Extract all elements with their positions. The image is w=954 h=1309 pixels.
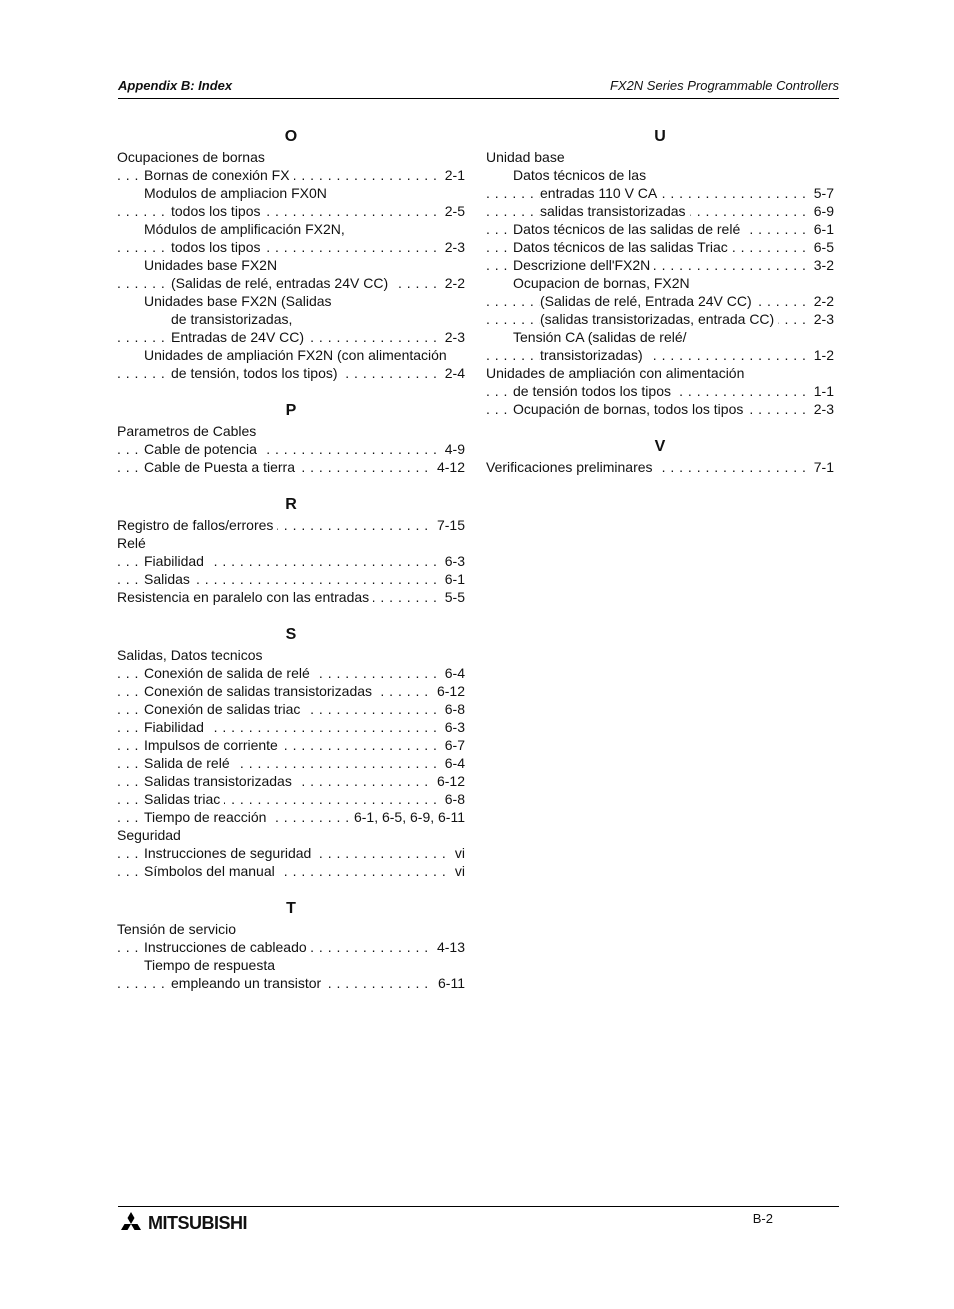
index-entry [117, 274, 465, 292]
entry-page: 4-13 [431, 938, 465, 956]
section-letter: V [654, 438, 666, 455]
entry-text: Tiempo de reacción [144, 809, 270, 825]
entry-page: 5-5 [439, 588, 465, 606]
entry-text: Entradas de 24V CC) [171, 329, 308, 345]
index-entry [117, 646, 465, 664]
entry-text: Unidades de ampliación con alimentación [486, 365, 745, 381]
entry-text: Instrucciones de cableado [144, 939, 311, 955]
index-entry [486, 310, 834, 328]
entry-text: Resistencia en paralelo con las entradas [117, 589, 373, 605]
entry-page: 6-9 [808, 202, 834, 220]
entry-text: Ocupaciones de bornas [117, 149, 265, 165]
entry-text: Conexión de salida de relé [144, 665, 314, 681]
entry-text: de tensión, todos los tipos) [171, 365, 342, 381]
entry-page: 6-12 [431, 772, 465, 790]
entry-text: Seguridad [117, 827, 181, 843]
entry-text: empleando un transistor [171, 975, 325, 991]
index-entry [486, 256, 834, 274]
entry-page: 2-3 [808, 400, 834, 418]
entry-page: vi [449, 862, 465, 880]
index-entry [486, 184, 834, 202]
entry-text: Salidas triac [144, 791, 224, 807]
entry-page: 5-7 [808, 184, 834, 202]
index-entry [117, 736, 465, 754]
entry-page: 6-1 [808, 220, 834, 238]
page-footer [118, 1206, 839, 1247]
index-entry [117, 364, 465, 382]
index-entry [117, 682, 465, 700]
entry-text: Unidades base FX2N [144, 257, 278, 273]
index-entry [117, 148, 465, 166]
index-section [117, 400, 465, 476]
index-entry [117, 974, 465, 992]
index-entry [117, 754, 465, 772]
index-entry [117, 166, 465, 184]
entry-page: 2-5 [439, 202, 465, 220]
entry-page: 6-3 [439, 552, 465, 570]
index-entry [117, 516, 465, 534]
entry-page: 6-4 [439, 664, 465, 682]
index-entry [117, 202, 465, 220]
index-entry [117, 184, 465, 202]
entry-page: 6-8 [439, 790, 465, 808]
entry-text: transistorizadas) [540, 347, 647, 363]
index-entry [117, 938, 465, 956]
index-entry [486, 238, 834, 256]
entry-page: 7-15 [431, 516, 465, 534]
entry-text: Descrizione dell'FX2N [513, 257, 654, 273]
entry-text: Parametros de Cables [117, 423, 257, 439]
entry-page: 1-1 [808, 382, 834, 400]
entry-page: 2-3 [439, 328, 465, 346]
entry-text: Módulos de amplificación FX2N, [144, 221, 345, 237]
index-entry [117, 256, 465, 274]
index-entry [117, 238, 465, 256]
entry-text: de tensión todos los tipos [513, 383, 675, 399]
index-section [486, 126, 834, 418]
index-entry [117, 826, 465, 844]
index-entry [117, 920, 465, 938]
entry-text: Conexión de salidas transistorizadas [144, 683, 376, 699]
entry-page: 3-2 [808, 256, 834, 274]
entry-text: (Salidas de relé, Entrada 24V CC) [540, 293, 756, 309]
index-entry [117, 570, 465, 588]
index-entry [117, 700, 465, 718]
entry-page: 2-3 [808, 310, 834, 328]
entry-text: Cable de potencia [144, 441, 261, 457]
index-entry [117, 844, 465, 862]
entry-text: Salida de relé [144, 755, 234, 771]
entry-text: Impulsos de corriente [144, 737, 282, 753]
index-entry [486, 400, 834, 418]
entry-text: Datos técnicos de las [513, 167, 647, 183]
entry-page: 2-2 [439, 274, 465, 292]
entry-text: Modulos de ampliacion FX0N [144, 185, 327, 201]
index-section [117, 126, 465, 382]
section-letter: R [285, 496, 297, 513]
entry-text: Relé [117, 535, 146, 551]
index-entry [117, 862, 465, 880]
entry-text: Fiabilidad [144, 553, 208, 569]
section-letter: P [285, 402, 297, 419]
entry-text: salidas transistorizadas [540, 203, 690, 219]
section-letter: T [286, 900, 296, 917]
section-letter: S [285, 626, 297, 643]
entry-text: Símbolos del manual [144, 863, 279, 879]
index-entry [486, 274, 834, 292]
entry-text: (Salidas de relé, entradas 24V CC) [171, 275, 392, 291]
index-column-right [486, 126, 834, 494]
index-entry [486, 166, 834, 184]
index-entry [486, 220, 834, 238]
index-entry [117, 588, 465, 606]
entry-page: 2-2 [808, 292, 834, 310]
entry-text: (salidas transistorizadas, entrada CC) [540, 311, 778, 327]
entry-text: Ocupación de bornas, todos los tipos [513, 401, 747, 417]
entry-text: Datos técnicos de las salidas de relé [513, 221, 744, 237]
index-entry [486, 148, 834, 166]
entry-page: 6-7 [439, 736, 465, 754]
entry-text: entradas 110 V CA [540, 185, 661, 201]
entry-text: Ocupacion de bornas, FX2N [513, 275, 690, 291]
entry-page: 6-1, 6-5, 6-9, 6-11 [348, 808, 465, 826]
entry-page: 4-12 [431, 458, 465, 476]
entry-text: Tensión de servicio [117, 921, 237, 937]
entry-page: 2-3 [439, 238, 465, 256]
index-entry [117, 772, 465, 790]
entry-text: Bornas de conexión FX [144, 167, 294, 183]
entry-text: Verificaciones preliminares [486, 459, 657, 475]
entry-page: 6-12 [431, 682, 465, 700]
index-column-left [117, 126, 465, 1010]
entry-page: 4-9 [439, 440, 465, 458]
entry-page: 2-1 [439, 166, 465, 184]
entry-page: 6-1 [439, 570, 465, 588]
entry-text: Cable de Puesta a tierra [144, 459, 299, 475]
header-section-title: Appendix B: Index [118, 78, 233, 93]
header-manual-title: FX2N Series Programmable Controllers [609, 78, 839, 93]
index-entry [486, 328, 834, 346]
index-entry [117, 328, 465, 346]
entry-text: Instrucciones de seguridad [144, 845, 315, 861]
index-entry [486, 364, 834, 382]
page-header [118, 76, 839, 99]
section-letter: U [654, 128, 666, 145]
index-section [117, 898, 465, 992]
index-entry [117, 292, 465, 310]
index-entry [117, 310, 465, 328]
index-section [117, 494, 465, 606]
entry-text: Salidas, Datos tecnicos [117, 647, 263, 663]
index-entry [117, 790, 465, 808]
entry-text: Fiabilidad [144, 719, 208, 735]
index-entry [117, 956, 465, 974]
entry-page: 6-11 [432, 974, 465, 992]
index-entry [486, 202, 834, 220]
entry-text: todos los tipos [171, 239, 265, 255]
index-entry [486, 382, 834, 400]
entry-text: Unidades de ampliación FX2N (con alimentación [144, 347, 447, 363]
entry-text: todos los tipos [171, 203, 265, 219]
index-entry [117, 718, 465, 736]
index-entry [117, 534, 465, 552]
entry-text: Salidas [144, 571, 194, 587]
entry-text: Unidades base FX2N (Salidas [144, 293, 332, 309]
index-entry [117, 220, 465, 238]
index-entry [117, 458, 465, 476]
section-letter: O [284, 128, 298, 145]
three-diamonds-icon [118, 1212, 144, 1234]
index-entry [486, 346, 834, 364]
entry-page: 6-5 [808, 238, 834, 256]
entry-text: Salidas transistorizadas [144, 773, 296, 789]
index-entry [486, 292, 834, 310]
entry-text: Unidad base [486, 149, 565, 165]
entry-page: 6-3 [439, 718, 465, 736]
index-entry [486, 458, 834, 476]
index-entry [117, 664, 465, 682]
entry-text: Tensión CA (salidas de relé/ [513, 329, 687, 345]
mitsubishi-logo [118, 1212, 247, 1234]
entry-page: 6-8 [439, 700, 465, 718]
brand-name: MITSUBISHI [148, 1212, 248, 1233]
entry-page: 7-1 [808, 458, 834, 476]
index-entry [117, 552, 465, 570]
entry-text: Datos técnicos de las salidas Triac [513, 239, 732, 255]
entry-text: Tiempo de respuesta [144, 957, 275, 973]
index-entry [117, 440, 465, 458]
entry-page: vi [449, 844, 465, 862]
index-section [486, 436, 834, 476]
entry-page: 6-4 [439, 754, 465, 772]
entry-text: de transistorizadas, [171, 311, 293, 327]
entry-page: 1-2 [808, 346, 834, 364]
entry-text: Registro de fallos/errores [117, 517, 277, 533]
index-entry [117, 346, 465, 364]
entry-text: Conexión de salidas triac [144, 701, 304, 717]
index-section [117, 624, 465, 880]
index-entry [117, 422, 465, 440]
index-entry [117, 808, 465, 826]
page-number: B-2 [752, 1211, 773, 1226]
entry-page: 2-4 [439, 364, 465, 382]
